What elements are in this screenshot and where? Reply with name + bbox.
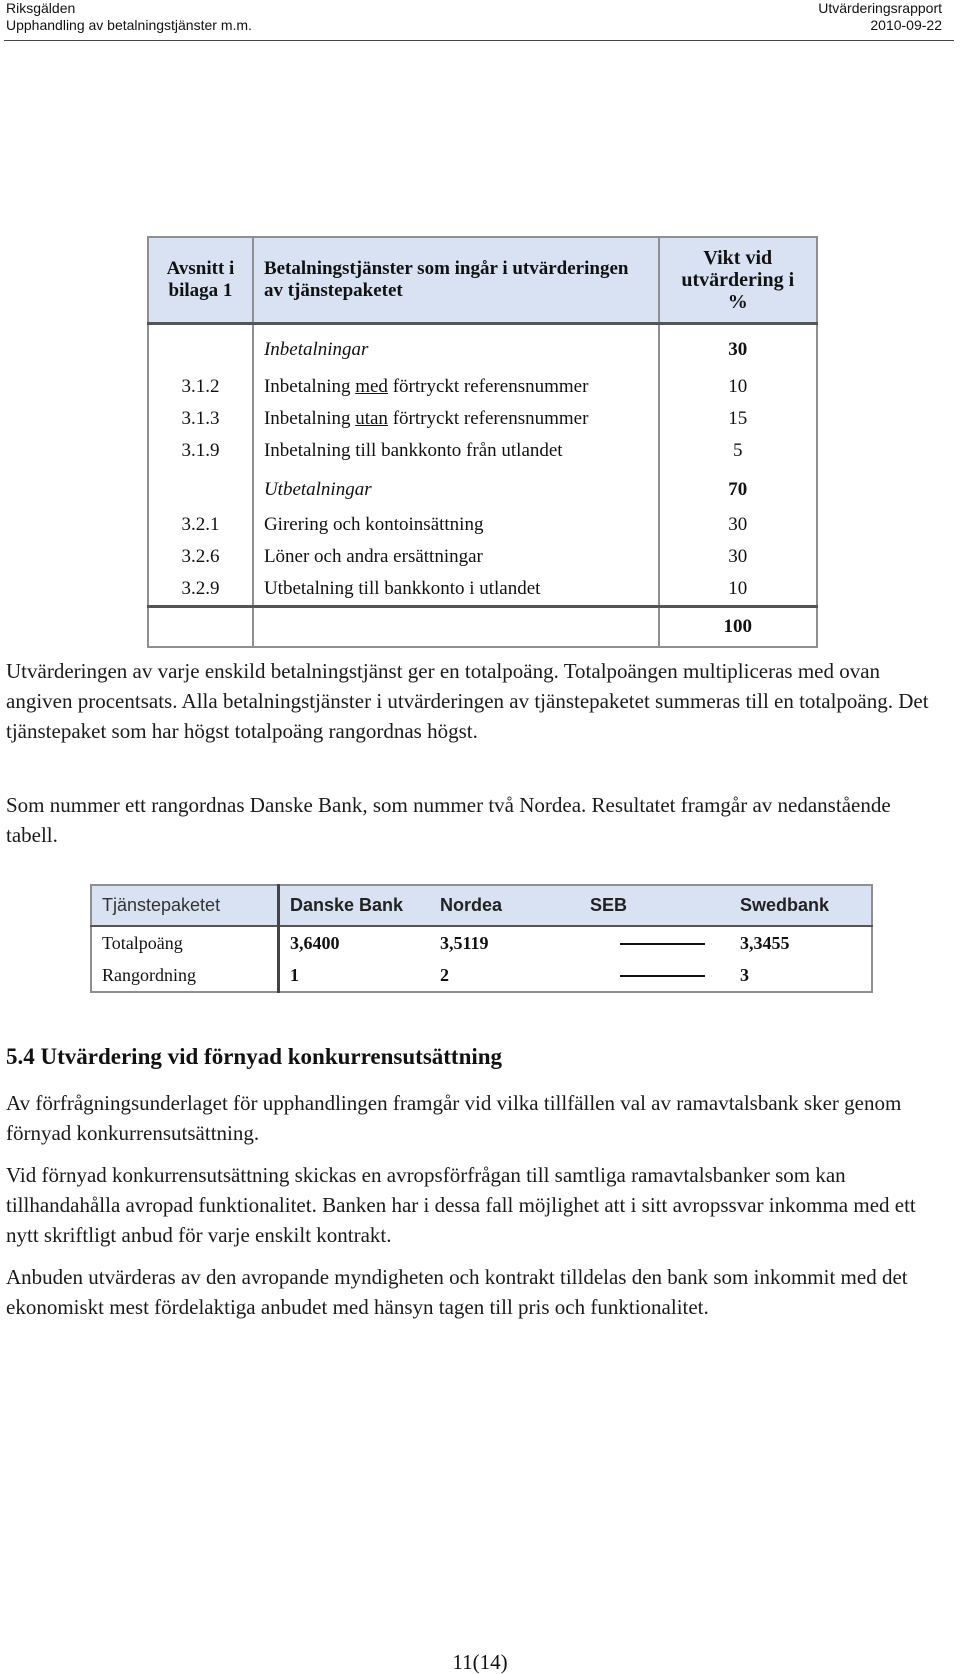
col-service-header: Betalningstjänster som ingår i utvärderingen av tjänstepaketet: [253, 237, 659, 324]
row-label-rangordning: Rangordning: [91, 959, 279, 992]
col-seb: SEB: [580, 885, 730, 926]
section-number: 3.1.9: [148, 435, 253, 467]
dash-line: [620, 943, 705, 945]
paragraph-renewed-competition: Av förfrågningsunderlaget för upphandlingen framgår vid vilka tillfällen val av ramavtalsbank sker genom förnyad konkurrensutsättning.: [6, 1091, 902, 1145]
service-name: Inbetalning med förtryckt referensnummer: [253, 371, 659, 403]
header-org: Riksgälden: [6, 0, 76, 16]
service-name: Girering och kontoinsättning: [253, 509, 659, 541]
weight-value: 30: [659, 541, 817, 573]
paragraph-ranking: Som nummer ett rangordnas Danske Bank, som nummer två Nordea. Resultatet framgår av nedanstående tabell.: [6, 793, 891, 847]
value-swedbank: 3,3455: [730, 926, 872, 959]
group-label-inbetalningar: Inbetalningar: [253, 324, 659, 372]
service-name: Inbetalning till bankkonto från utlandet: [253, 435, 659, 467]
row-label-totalpoang: Totalpoäng: [91, 926, 279, 959]
rank-nordea: 2: [430, 959, 580, 992]
rank-danske-bank: 1: [279, 959, 431, 992]
col-section-header: Avsnitt i bilaga 1: [148, 237, 253, 324]
value-nordea: 3,5119: [440, 932, 489, 953]
rank-seb-empty: [580, 959, 730, 992]
table-row: [91, 959, 872, 992]
results-table: [90, 884, 873, 993]
service-name: Löner och andra ersättningar: [253, 541, 659, 573]
table-row: [148, 435, 817, 467]
col-weight-header: Vikt vid utvärdering i %: [659, 237, 817, 324]
weight-value: 10: [659, 573, 817, 607]
dash-line: [620, 975, 705, 977]
col-danske-bank: Danske Bank: [279, 885, 431, 926]
table-row: [148, 403, 817, 435]
section-heading: 5.4 Utvärdering vid förnyad konkurrensutsättning: [6, 1044, 503, 1069]
col-swedbank: Swedbank: [730, 885, 872, 926]
col-package-header: Tjänstepaketet: [91, 885, 279, 926]
table-row: [148, 467, 817, 509]
table-row: [148, 541, 817, 573]
group-label-utbetalningar: Utbetalningar: [253, 467, 659, 509]
section-number: 3.1.2: [148, 371, 253, 403]
table-row: [148, 509, 817, 541]
header-divider: [4, 40, 954, 41]
paragraph-scoring: Utvärderingen av varje enskild betalningstjänst ger en totalpoäng. Totalpoängen multipliceras med ovan angiven procentsats. Alla betalningstjänster i utvärderingen av tjänstepaketet summeras till en totalpoäng. Det tjänstepaket som har högst totalpoäng rangordnas högst.: [6, 659, 929, 743]
total-weight: 100: [659, 607, 817, 648]
section-number: 3.2.1: [148, 509, 253, 541]
page-number: 11(14): [452, 1650, 508, 1674]
results-table-header: [91, 885, 872, 926]
page-header-left: [6, 0, 252, 34]
total-row: [148, 607, 817, 648]
paragraph-call-off: Vid förnyad konkurrensutsättning skickas en avropsförfrågan till samtliga ramavtalsbanker som kan tillhandahålla avropad funktionalitet. Banken har i dessa fall möjlighet att i sitt avropssvar inkomma med ett nytt skriftligt anbud för varje enskilt kontrakt.: [6, 1163, 916, 1247]
weight-value: 10: [659, 371, 817, 403]
weight-value: 15: [659, 403, 817, 435]
group-weight: 30: [659, 324, 817, 372]
header-doc-type: Utvärderingsrapport: [818, 0, 942, 16]
weight-value: 5: [659, 435, 817, 467]
table-row: [91, 926, 872, 959]
header-date: 2010-09-22: [870, 17, 942, 33]
section-number: 3.1.3: [148, 403, 253, 435]
group-weight: 70: [659, 467, 817, 509]
service-name: Utbetalning till bankkonto i utlandet: [253, 573, 659, 607]
rank-swedbank: 3: [730, 959, 872, 992]
page-header-right: [818, 0, 942, 34]
paragraph-evaluation: Anbuden utvärderas av den avropande myndigheten och kontrakt tilldelas den bank som inkommit med det ekonomiskt mest fördelaktiga anbudet med hänsyn tagen till pris och funktionalitet.: [6, 1265, 908, 1319]
section-number: 3.2.9: [148, 573, 253, 607]
value-danske-bank: 3,6400: [290, 932, 340, 953]
header-subtitle: Upphandling av betalningstjänster m.m.: [6, 17, 252, 33]
value-seb-empty: [580, 926, 730, 959]
table-row: [148, 371, 817, 403]
weights-table: [147, 236, 818, 648]
service-name: Inbetalning utan förtryckt referensnummer: [253, 403, 659, 435]
section-number: 3.2.6: [148, 541, 253, 573]
col-nordea: Nordea: [430, 885, 580, 926]
table-row: [148, 324, 817, 372]
table-row: [148, 573, 817, 607]
weights-table-header: [148, 237, 817, 324]
weight-value: 30: [659, 509, 817, 541]
